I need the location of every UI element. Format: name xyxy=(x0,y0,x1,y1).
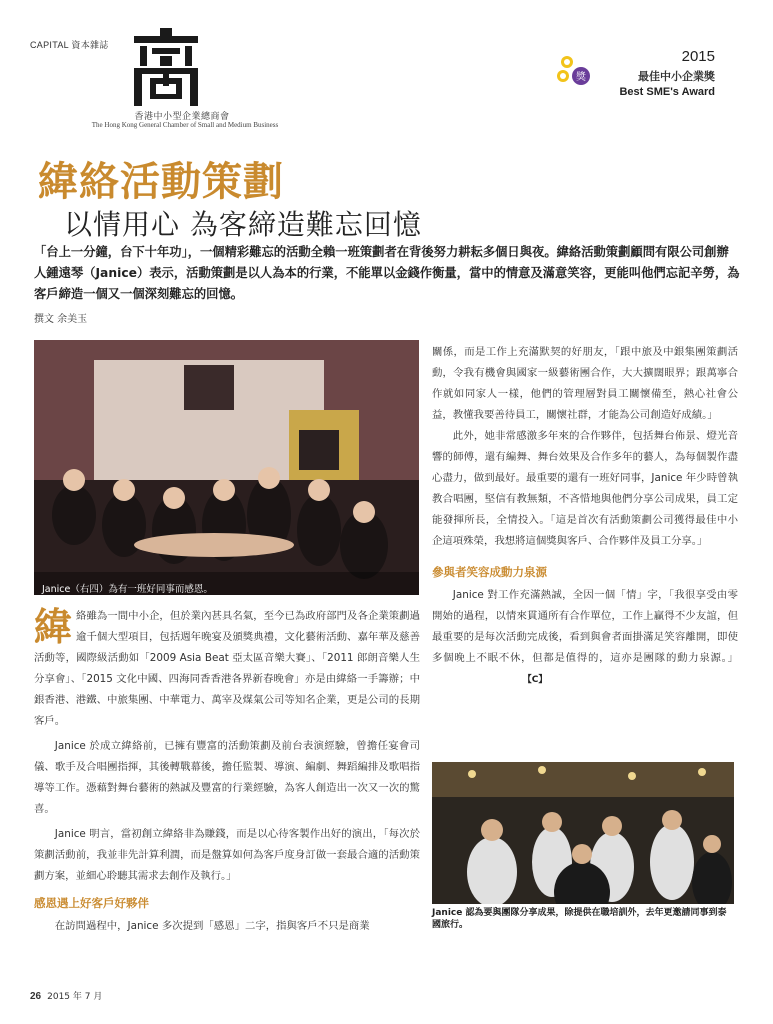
svg-text:獎: 獎 xyxy=(576,72,586,83)
section-heading-1: 感恩遇上好客戶好夥伴 xyxy=(34,896,149,910)
page-number: 26 xyxy=(30,991,42,1002)
paragraph-r2: 此外，她非常感激多年來的合作夥伴，包括舞台佈景、燈光音響的師傅，還有編舞、舞台效果及合作多年的藝人，為每個製作盡心盡力，做到最好。最重要的還有一班好同事，Janice 年少時曾執教合唱團，堅信有教無類，不吝惜地與他們分享公司成果，員工定能發揮所長，全情投入。「這是首次有活動策劃公司獲得最佳中小企這項殊榮，我想將這個獎與客戶、合作夥伴及員工分享。」 xyxy=(432,430,738,547)
team-photo-illustration xyxy=(34,340,419,595)
article-column-right xyxy=(432,342,738,691)
article-title: 緯絡活動策劃 xyxy=(38,159,284,205)
travel-photo xyxy=(432,762,734,904)
page-footer xyxy=(30,989,102,1002)
article-subtitle: 以情用心 為客締造難忘回憶 xyxy=(64,208,422,241)
org-name-en: The Hong Kong General Chamber of Small and Medium Business xyxy=(91,121,279,129)
paragraph-2: Janice 於成立緯絡前，已擁有豐富的活動策劃及前台表演經驗，曾擔任宴會司儀、歌手及合唱團指揮，其後轉戰幕後，擔任監製、導演、編劇、舞蹈編排及歌唱指導等工作。憑藉對舞台藝術的熱誠及豐富的行業經驗，為客人創造出一次又一次的驚喜。 xyxy=(34,740,420,815)
org-name-zh: 香港中小型企業總商會 xyxy=(134,112,230,122)
issue-date: 2015 年 7 月 xyxy=(47,992,103,1002)
award-year: 2015 xyxy=(681,48,715,65)
paragraph-3: Janice 明言，當初創立緯絡非為賺錢，而是以心待客製作出好的演出，「每次於策劃活動前，我並非先計算利潤，而是盤算如何為客戶度身訂做一套最合適的活動策劃方案，並細心聆聽其需求去創作及執行。」 xyxy=(34,828,420,882)
chamber-logo xyxy=(130,28,202,106)
paragraph-1: 緯絡雖為一間中小企，但於業內甚具名氣，至今已為政府部門及各企業策劃過逾千個大型項目，包括週年晚宴及頒獎典禮，文化藝術活動、嘉年華及慈善活動等，國際級活動如「2009 Asia Beat 亞太區音樂大賽」、「2011 郎朗音樂人生分享會」、「2015 文化中國、四海同香香港各界新春晚會」亦是由緯絡一手籌辦；中銀香港、港鐵、中旅集團、中華電力、萬宰及煤氣公司等知名企業，更是公司的長期客戶。 xyxy=(34,605,420,727)
travel-photo-illustration xyxy=(432,762,734,904)
award-trophy-icon xyxy=(555,52,595,92)
drop-cap: 緯 xyxy=(34,605,73,649)
article-column-left xyxy=(34,606,420,937)
paragraph-4: 在訪問過程中，Janice 多次提到「感恩」二字，指與客戶不只是商業 xyxy=(54,920,370,932)
team-photo xyxy=(34,340,419,595)
award-title-zh: 最佳中小企業獎 xyxy=(638,70,715,83)
award-title-en: Best SME's Award xyxy=(619,86,715,98)
travel-photo-caption: Janice 認為要與團隊分享成果，除提供在職培訓外，去年更邀請同事到泰國旅行。 xyxy=(432,908,727,930)
paragraph-r3: Janice 對工作充滿熱誠，全因一個「情」字，「我很享受由零開始的過程，以情來貫通所有合作單位，工作上贏得不少友誼，但最重要的是每次活動完成後，看到與會者面掛滿足笑容離開，即使多個晚上不眠不休，但都是值得的，這亦是團隊的動力泉源。」【C】 xyxy=(432,585,738,691)
magazine-name: CAPITAL 資本雜誌 xyxy=(30,40,109,50)
byline: 撰文 余美玉 xyxy=(34,314,88,325)
paragraph-r1: 關係，而是工作上充滿默契的好朋友，「跟中旅及中銀集團策劃活動，令我有機會與國家一級藝術團合作，大大擴闊眼界；跟萬寧合作就如同家人一樣，他們的管理層對員工關懷備至，熱心社會公益，教懂我要善待員工，關懷社群，才能為公司創造好成績。」 xyxy=(432,346,738,421)
end-mark: 【C】 xyxy=(522,675,548,685)
award-badge xyxy=(555,48,715,108)
section-heading-2: 參與者笑容成動力泉源 xyxy=(432,565,547,579)
article-lead: 「台上一分鐘，台下十年功」，一個精彩難忘的活動全賴一班策劃者在背後努力耕耘多個日與夜。緯絡活動策劃顧問有限公司創辦人鍾遠琴（Janice）表示，活動策劃是以人為本的行業，不能單以金錢作衡量，當中的情意及滿意笑容，更能叫他們忘記辛勞，為客戶締造一個又一個深刻難忘的回憶。 xyxy=(34,245,740,301)
team-photo-caption: Janice（右四）為有一班好同事而感恩。 xyxy=(42,584,213,595)
